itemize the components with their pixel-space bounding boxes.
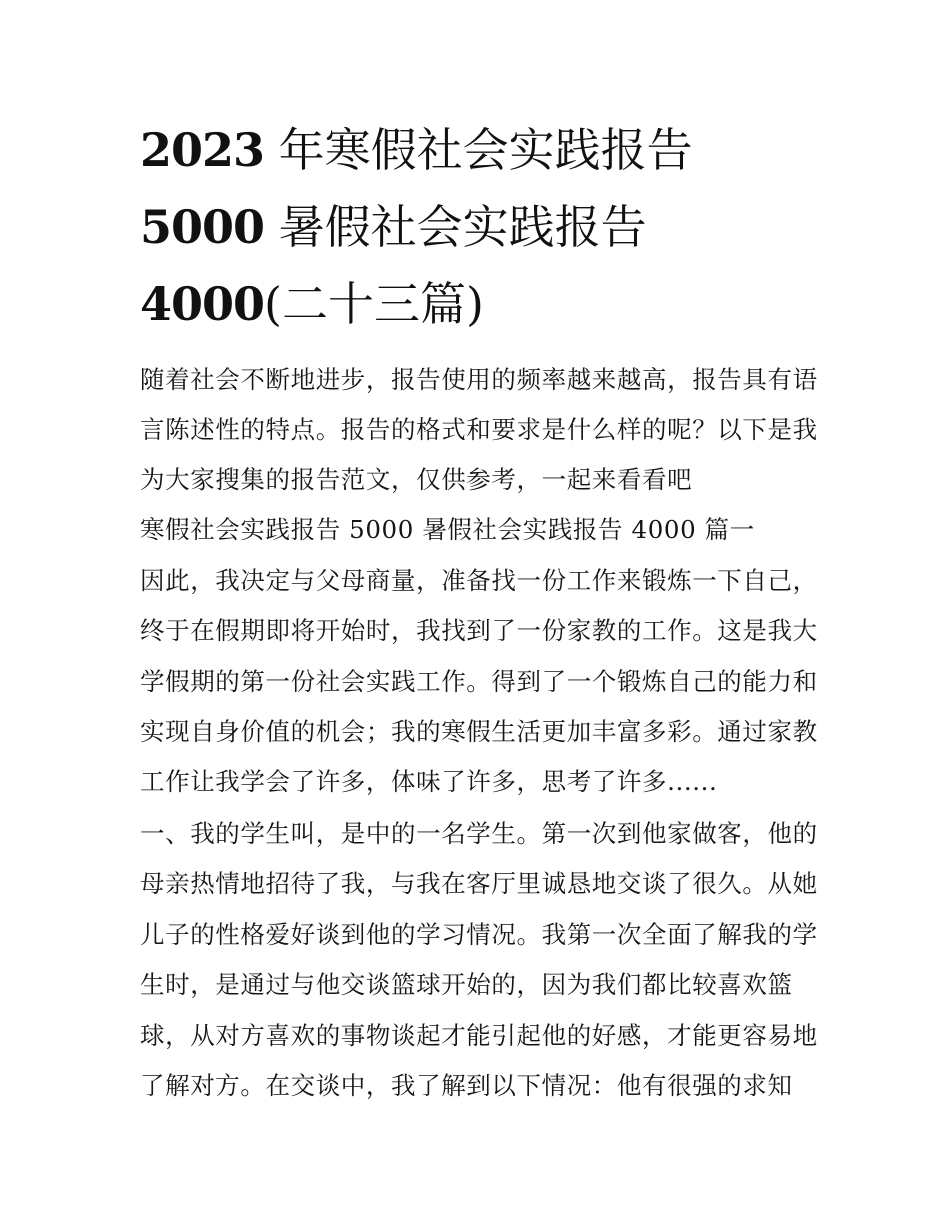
title-line-1 — [140, 122, 693, 178]
text-line: 为大家搜集的报告范文，仅供参考，一起来看看吧 — [140, 465, 693, 494]
text-line: 球，从对方喜欢的事物谈起才能引起他的好感，才能更容易地 — [140, 1021, 818, 1050]
text-line: 生时，是通过与他交谈篮球开始的，因为我们都比较喜欢篮 — [140, 970, 793, 999]
text-line: 了解对方。在交谈中，我了解到以下情况：他有很强的求知 — [140, 1071, 793, 1100]
text-line: 随着社会不断地进步，报告使用的频率越来越高，报告具有语 — [140, 365, 818, 394]
text-line: 实现自身价值的机会；我的寒假生活更加丰富多彩。通过家教 — [140, 717, 818, 746]
title-text: 暑假社会实践报告 — [264, 200, 647, 254]
title-number: 2023 — [140, 123, 265, 177]
text-line: 学假期的第一份社会实践工作。得到了一个锻炼自己的能力和 — [140, 667, 818, 696]
text-line: 母亲热情地招待了我，与我在客厅里诚恳地交谈了很久。从她 — [140, 869, 818, 898]
title-number: 5000 — [140, 200, 265, 254]
title-text: (二十三篇) — [264, 277, 484, 331]
text-line: 工作让我学会了许多，体味了许多，思考了许多...... — [140, 767, 718, 796]
text-line: 儿子的性格爱好谈到他的学习情况。我第一次全面了解我的学 — [140, 920, 818, 949]
text-line: 终于在假期即将开始时，我找到了一份家教的工作。这是我大 — [140, 616, 818, 645]
title-number: 4000 — [140, 277, 265, 331]
section-heading: 寒假社会实践报告 5000 暑假社会实践报告 4000 篇一 — [140, 515, 755, 544]
text-line: 一、我的学生叫，是中的一名学生。第一次到他家做客，他的 — [140, 819, 818, 848]
title-text: 年寒假社会实践报告 — [264, 123, 693, 177]
title-line-3 — [140, 276, 484, 332]
text-line: 因此，我决定与父母商量，准备找一份工作来锻炼一下自己， — [140, 566, 818, 595]
title-line-2 — [140, 199, 647, 255]
text-line: 言陈述性的特点。报告的格式和要求是什么样的呢？以下是我 — [140, 415, 818, 444]
